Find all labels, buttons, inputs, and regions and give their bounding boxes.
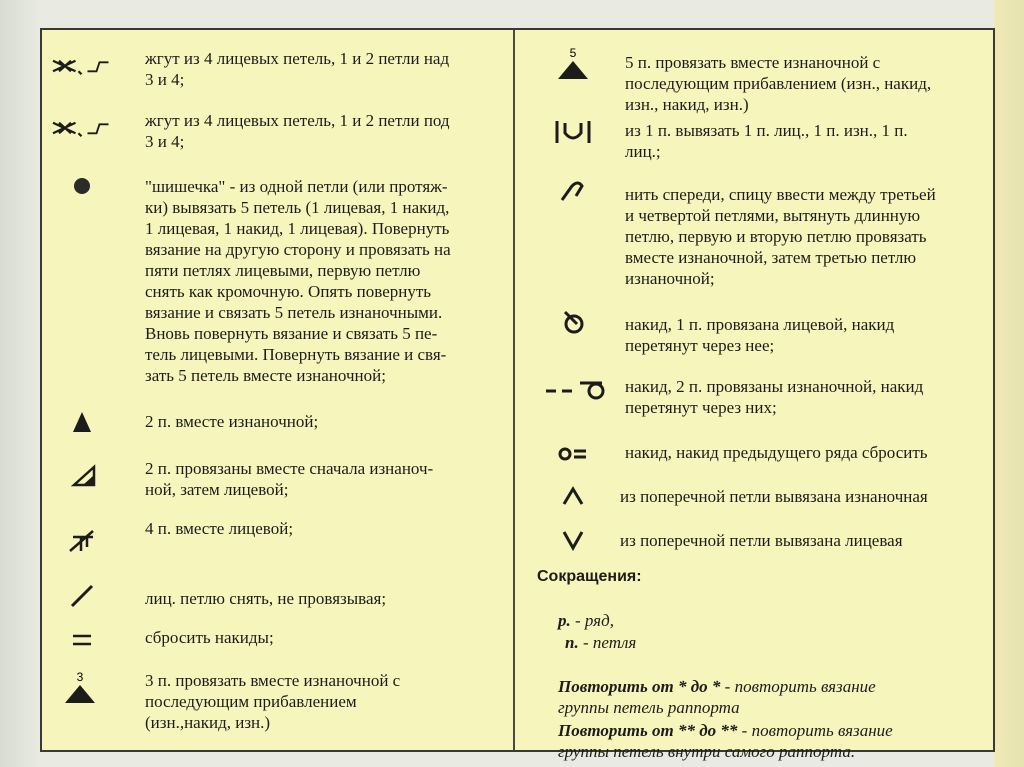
- legend-text-cable-front: жгут из 4 лицевых петель, 1 и 2 петли над 3 и 4;: [145, 49, 450, 89]
- abbreviation-definition: - повторить вязание группы петель раппорта: [558, 677, 876, 717]
- abbreviations-title: Сокращения:: [537, 568, 642, 585]
- triangle-5-number: 5: [569, 46, 577, 60]
- yo-over-two-icon: [540, 370, 610, 406]
- legend-text-slip-stitch: лиц. петлю снять, не провязывая;: [145, 589, 387, 608]
- legend-text-four-together-knit: 4 п. вместе лицевой;: [145, 519, 294, 538]
- yo-drop-icon: [543, 436, 603, 472]
- abbreviation-definition: - ряд,: [570, 611, 614, 630]
- page-edge-left: [0, 0, 40, 767]
- legend-text-bar-knit: из поперечной петли вывязана лицевая: [620, 531, 903, 550]
- yo-over-one-icon: [543, 304, 603, 340]
- page-edge-right: [994, 0, 1024, 767]
- column-divider: [513, 30, 515, 750]
- cable-4-front-icon: [50, 48, 110, 84]
- legend-text-cable-back: жгут из 4 лицевых петель, 1 и 2 петли под 3 и 4;: [145, 111, 450, 151]
- legend-text-long-loop: нить спереди, спицу ввести между третьей и четвертой петлями, вытянуть длинную петлю, первую и вторую петлю провязать вместе изнаночной, затем третью петлю изнаночной;: [625, 185, 936, 288]
- legend-text-bar-purl: из поперечной петли вывязана изнаночная: [620, 487, 928, 506]
- cable-4-back-icon: [50, 110, 110, 146]
- bobble-icon: [52, 168, 112, 204]
- four-together-icon: [52, 522, 112, 558]
- abbreviation-row: [558, 699, 893, 762]
- slash-icon: [52, 578, 112, 614]
- legend-text-yo-drop: накид, накид предыдущего ряда сбросить: [625, 443, 928, 462]
- abbreviation-definition: - петля: [578, 633, 637, 652]
- abbreviation-term: Повторить от ** до **: [558, 721, 738, 740]
- triangle-3-icon: [50, 668, 110, 708]
- legend-text-bobble: "шишечка" - из одной петли (или протяж- ки) вывязать 5 петель (1 лицевая, 1 накид, 1 лицевая, 1 накид, 1 лицевая). Повернуть вязание на другую сторону и провязать на пяти петлях лицевыми, первую петлю снять как кромочную. Опять повернуть вязание и связать 5 петель изнаночными. Вновь повернуть вязание и связать 5 пе- тель лицевыми. Повернуть вязание и свя- зать 5 петель вместе изнаночной;: [145, 177, 451, 385]
- legend-text-two-together-purl: 2 п. вместе изнаночной;: [145, 412, 319, 431]
- legend-text-yo-over-two: накид, 2 п. провязаны изнаночной, накид перетянут через них;: [625, 377, 924, 417]
- legend-text-five-together-increase: 5 п. провязать вместе изнаночной с последующим прибавлением (изн., накид, изн., накид, изн.): [625, 53, 932, 114]
- abbreviation-term: п.: [565, 633, 579, 652]
- triangle-5-icon: [543, 44, 603, 84]
- abbreviation-definition: - повторить вязание группы петель внутри самого раппорта.: [558, 721, 893, 761]
- hook-icon: [543, 174, 603, 210]
- caret-up-icon: [543, 478, 603, 514]
- caret-down-icon: [543, 522, 603, 558]
- half-triangle-icon: [54, 458, 114, 494]
- legend-text-purl-then-knit: 2 п. провязаны вместе сначала изнаноч- ной, затем лицевой;: [145, 459, 434, 499]
- abbreviation-row: [565, 632, 636, 653]
- equals-icon: [52, 622, 112, 658]
- abbreviation-term: р.: [558, 611, 571, 630]
- triangle-icon: [52, 404, 112, 440]
- legend-text-yo-over-one: накид, 1 п. провязана лицевой, накид перетянут через нее;: [625, 315, 895, 355]
- abbreviation-row: [558, 610, 614, 631]
- abbreviation-term: Повторить от * до *: [558, 677, 721, 696]
- legend-text-one-to-three: из 1 п. вывязать 1 п. лиц., 1 п. изн., 1 п. лиц.;: [625, 121, 908, 161]
- triangle-3-number: 3: [76, 670, 84, 684]
- one-to-three-icon: [543, 114, 603, 150]
- legend-text-drop-yo: сбросить накиды;: [145, 628, 274, 647]
- legend-text-three-together-increase: 3 п. провязать вместе изнаночной с последующим прибавлением (изн.,накид, изн.): [145, 671, 401, 732]
